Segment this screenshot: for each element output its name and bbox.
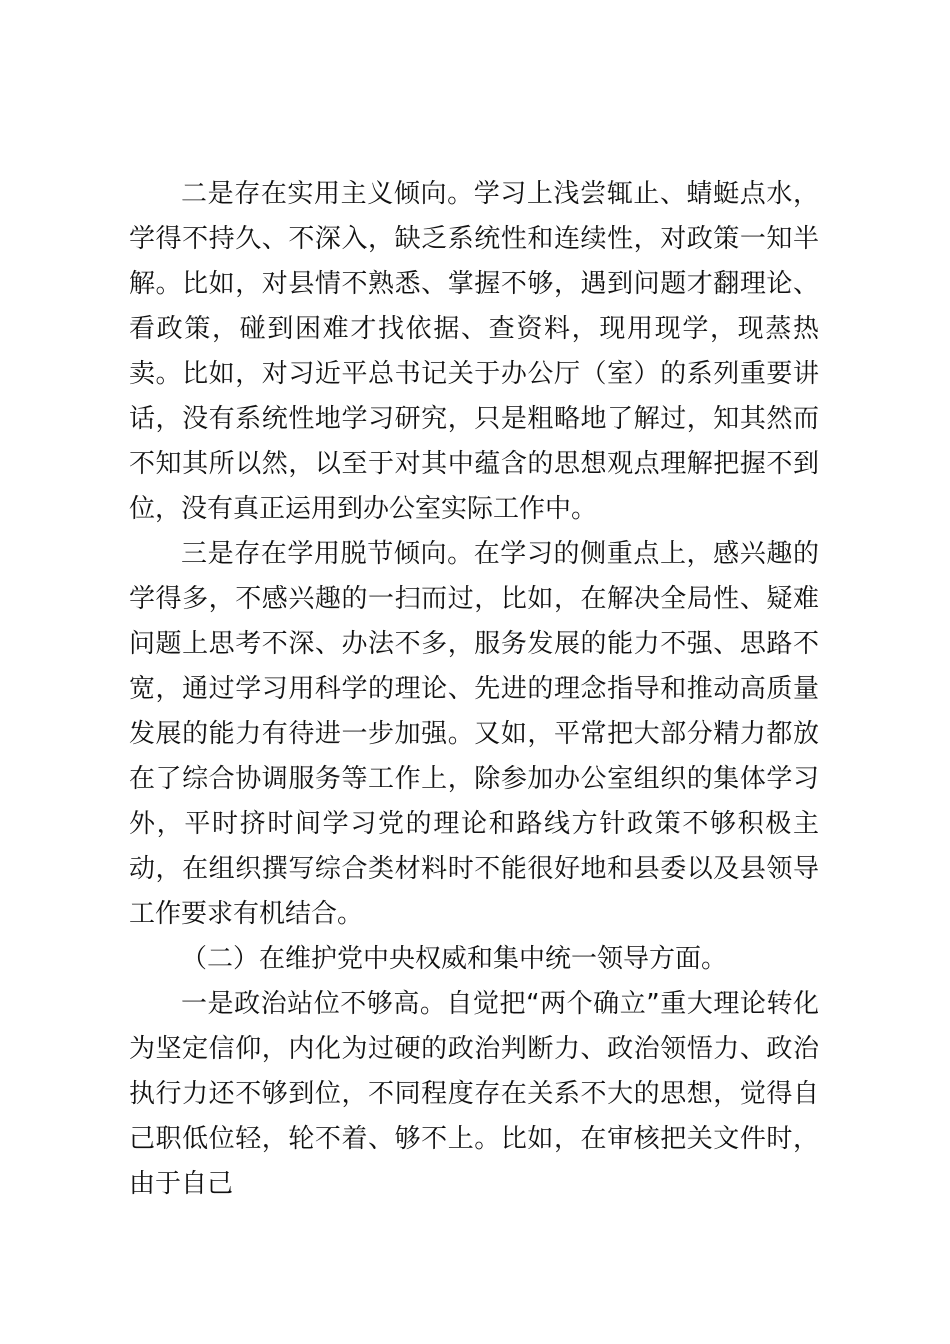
section-heading-central-authority: （二）在维护党中央权威和集中统一领导方面。 [181, 944, 728, 974]
document-body [129, 172, 819, 1207]
paragraph-political-standing: 一是政治站位不够高。自觉把“两个确立”重大理论转化为坚定信仰，内化为过硬的政治判断力、政治领悟力、政治执行力还不够到位，不同程度存在关系不大的思想，觉得自己职低位轻，轮不着、够不上。比如，在审核把关文件时，由于自己 [129, 989, 819, 1199]
paragraph-practical-tendency: 二是存在实用主义倾向。学习上浅尝辄止、蜻蜓点水，学得不持久、不深入，缺乏系统性和连续性，对政策一知半解。比如，对县情不熟悉、掌握不够，遇到问题才翻理论、看政策，碰到困难才找依据、查资料，现用现学，现蒸热卖。比如，对习近平总书记关于办公厅（室）的系列重要讲话，没有系统性地学习研究，只是粗略地了解过，知其然而不知其所以然，以至于对其中蕴含的思想观点理解把握不到位，没有真正运用到办公室实际工作中。 [129, 179, 819, 524]
paragraph-study-application-gap: 三是存在学用脱节倾向。在学习的侧重点上，感兴趣的学得多，不感兴趣的一扫而过，比如，在解决全局性、疑难问题上思考不深、办法不多，服务发展的能力不强、思路不宽，通过学习用科学的理论、先进的理念指导和推动高质量发展的能力有待进一步加强。又如，平常把大部分精力都放在了综合协调服务等工作上，除参加办公室组织的集体学习外，平时挤时间学习党的理论和路线方针政策不够积极主动，在组织撰写综合类材料时不能很好地和县委以及县领导工作要求有机结合。 [129, 539, 819, 929]
